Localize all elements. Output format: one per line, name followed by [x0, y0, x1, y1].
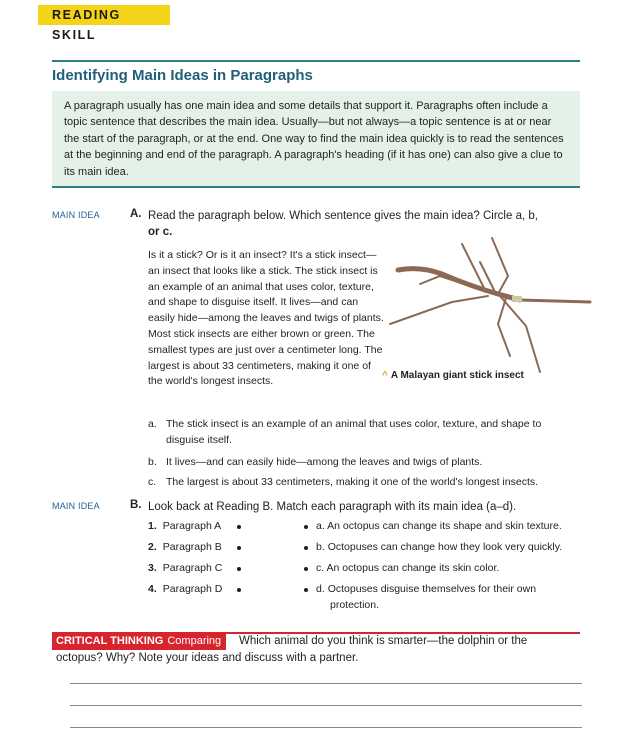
writing-line-2[interactable]	[70, 705, 582, 706]
stick-insect-paragraph: Is it a stick? Or is it an insect? It's a stick insect—an insect that looks like a stick. The stick insect is an example of an animal that uses color, texture, and shape to disguise itself. It lives—and can easily hide—among the leaves and twigs of plants. Most stick insects are either brown or green. The smallest types are just over a centimeter long. The largest is about 33 centimeters, making it one of the world's longest insects.	[148, 249, 384, 388]
match-left-2	[148, 541, 222, 553]
match-dot-left-1[interactable]	[237, 525, 241, 529]
match-dot-left-3[interactable]	[237, 567, 241, 571]
option-c-text: The largest is about 33 centimeters, making it one of the world's longest insects.	[166, 476, 539, 488]
reading-skill-tab: READING SKILL	[38, 5, 170, 25]
main-idea-label-a: MAIN IDEA	[52, 210, 100, 220]
match-right-d-cont: protection.	[330, 599, 380, 611]
question-b-letter: B.	[130, 499, 142, 511]
match-dot-left-2[interactable]	[237, 546, 241, 550]
main-idea-label-b: MAIN IDEA	[52, 501, 100, 511]
match-right-text: An octopus can change its skin color.	[326, 562, 500, 574]
match-dot-right-a[interactable]	[304, 525, 308, 529]
match-label: Paragraph B	[162, 541, 222, 553]
match-label: Paragraph C	[162, 562, 223, 574]
match-right-letter: b.	[316, 541, 325, 553]
match-num: 2.	[148, 541, 157, 553]
option-b-text: It lives—and can easily hide—among the leaves and twigs of plants.	[166, 456, 483, 468]
match-dot-right-b[interactable]	[304, 546, 308, 550]
match-num: 1.	[148, 520, 157, 532]
option-a-text: The stick insect is an example of an animal that uses color, texture, and shape to disguise itself.	[166, 418, 542, 446]
intro-text: A paragraph usually has one main idea and some details that support it. Paragraphs often include a topic sentence that describes the main idea. Usually—but not always—a topic sentence is at or near the start of the paragraph, or at the end. One way to find the main idea quickly is to read the sentences at the beginning and end of the paragraph. A paragraph's heading (if it has one) can also give a clue to its main idea.	[64, 100, 564, 178]
writing-line-1[interactable]	[70, 683, 582, 684]
match-dot-right-d[interactable]	[304, 588, 308, 592]
critical-thinking-question-line1: Which animal do you think is smarter—the dolphin or the	[239, 635, 528, 647]
writing-line-3[interactable]	[70, 727, 582, 728]
match-right-letter: c.	[316, 562, 325, 574]
match-right-a	[316, 520, 562, 532]
match-num: 3.	[148, 562, 157, 574]
option-a-letter: a.	[148, 418, 157, 430]
critical-thinking-tag	[52, 633, 226, 650]
caret-icon: ^	[382, 370, 388, 381]
question-b-instruction: Look back at Reading B. Match each paragraph with its main idea (a–d).	[148, 501, 517, 513]
match-right-letter: a.	[316, 520, 325, 532]
stick-insect-photo	[380, 236, 610, 376]
match-right-letter: d.	[316, 583, 325, 595]
match-right-text: Octopuses disguise themselves for their own	[327, 583, 537, 595]
section-heading: Identifying Main Ideas in Paragraphs	[52, 67, 313, 84]
match-right-d	[316, 583, 536, 595]
match-label: Paragraph D	[162, 583, 223, 595]
match-dot-left-4[interactable]	[237, 588, 241, 592]
photo-caption-text: A Malayan giant stick insect	[390, 370, 524, 381]
match-label: Paragraph A	[162, 520, 222, 532]
match-left-4	[148, 583, 222, 595]
match-right-text: Octopuses can change how they look very quickly.	[327, 541, 563, 553]
option-c-letter: c.	[148, 476, 157, 488]
match-right-b	[316, 541, 562, 553]
match-dot-right-c[interactable]	[304, 567, 308, 571]
match-num: 4.	[148, 583, 157, 595]
question-a-instruction-line2: or c.	[148, 226, 173, 238]
critical-thinking-tag-bold: CRITICAL THINKING	[56, 635, 164, 647]
intro-rule	[52, 186, 580, 188]
question-a-letter: A.	[130, 208, 142, 220]
match-left-1	[148, 520, 221, 532]
match-right-text: An octopus can change its shape and skin texture.	[327, 520, 562, 532]
photo-caption	[382, 370, 524, 381]
title-rule	[52, 60, 580, 62]
intro-box	[52, 91, 580, 186]
match-right-c	[316, 562, 499, 574]
match-left-3	[148, 562, 222, 574]
critical-thinking-tag-rest: Comparing	[167, 635, 222, 647]
critical-thinking-question-line2: octopus? Why? Note your ideas and discuss with a partner.	[56, 652, 359, 664]
option-b-letter: b.	[148, 456, 157, 468]
question-a-instruction-line1: Read the paragraph below. Which sentence gives the main idea? Circle a, b,	[148, 210, 538, 222]
